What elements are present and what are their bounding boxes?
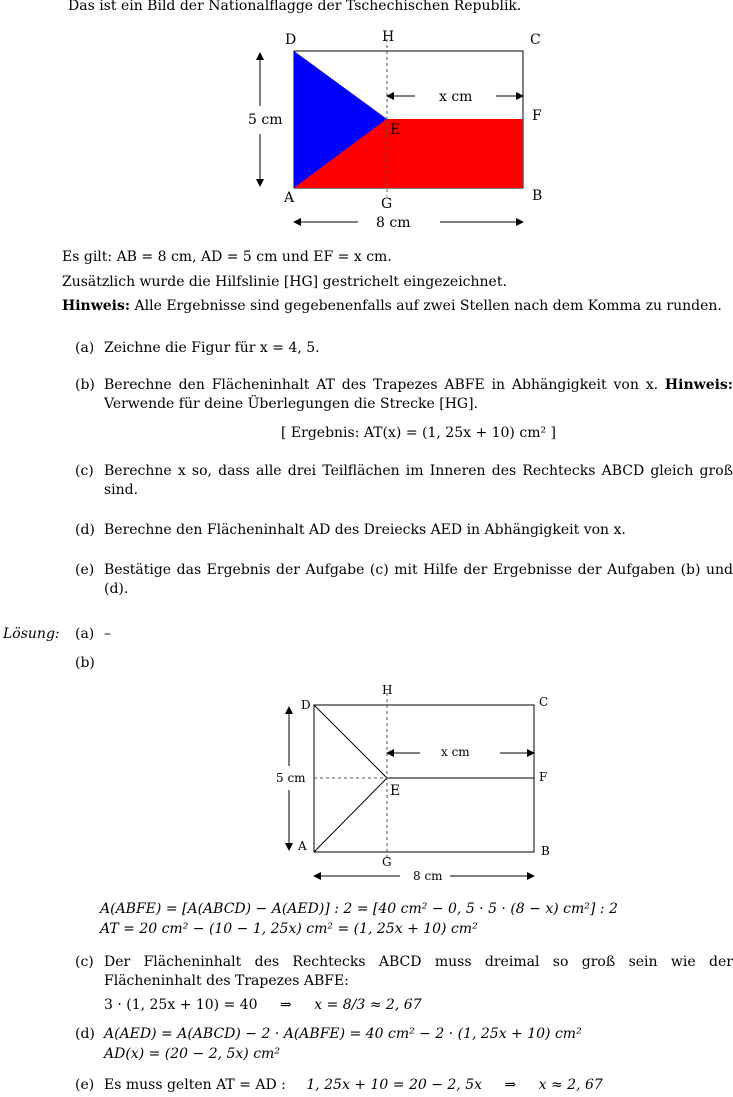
label-c: C [530, 32, 541, 48]
solution-b-label: (b) [75, 655, 95, 671]
hint-line [62, 297, 722, 316]
solution-figure [270, 678, 560, 888]
solution-c-label: (c) [75, 954, 94, 970]
task-c-label: (c) [75, 463, 94, 479]
hint-text: Alle Ergebnisse sind gegebenenfalls auf zwei Stellen nach dem Komma zu runden. [134, 298, 722, 314]
solution-d-label: (d) [75, 1026, 95, 1042]
task-a-text: Zeichne die Figur für x = 4, 5. [104, 340, 320, 356]
solution-a-text: – [104, 626, 111, 642]
task-c-text: Berechne x so, dass alle drei Teilflächen im Inneren des Rechtecks ABCD gleich groß sind. [104, 463, 733, 498]
task-a-label: (a) [75, 340, 95, 356]
task-b-result: [ Ergebnis: AT(x) = (1, 25x + 10) cm² ] [281, 425, 556, 441]
segment-ae [314, 778, 387, 852]
width-label-2: 8 cm [413, 869, 443, 883]
solution-c-equation: 3 · (1, 25x + 10) = 40 ⇒ x = 8/3 ≈ 2, 67 [104, 997, 422, 1013]
label-g: G [381, 196, 393, 212]
label2-a: A [298, 839, 307, 853]
width-label: 8 cm [376, 215, 411, 231]
height-label-2: 5 cm [276, 771, 306, 785]
intro-text: Das ist ein Bild der Nationalflagge der Tschechischen Republik. [68, 0, 522, 14]
solution-d-line-1: A(AED) = A(ABCD) − 2 · A(ABFE) = 40 cm² − 2 · (1, 25x + 10) cm² [104, 1026, 582, 1042]
label-h: H [382, 29, 395, 45]
solution-d-line-2: AD(x) = (20 − 2, 5x) cm² [104, 1046, 280, 1062]
label-e: E [390, 122, 401, 138]
solution-label: Lösung: [3, 626, 60, 642]
label2-b: B [541, 844, 550, 858]
task-b-text: Berechne den Flächeninhalt AT des Trapezes ABFE in Abhängigkeit von x. Hinweis: Verwende für deine Überlegungen die Strecke [HG]. [104, 377, 733, 412]
given-line-1: Es gilt: AB = 8 cm, AD = 5 cm und EF = x cm. [62, 249, 392, 265]
solution-e-label: (e) [75, 1077, 95, 1093]
label2-f: F [539, 770, 548, 784]
x-label: x cm [439, 89, 473, 105]
task-b-label: (b) [75, 377, 95, 393]
height-label: 5 cm [248, 112, 283, 128]
solution-b-line-1: A(ABFE) = [A(ABCD) − A(AED)] : 2 = [40 cm² − 0, 5 · 5 · (8 − x) cm²] : 2 [100, 901, 618, 917]
label-b: B [532, 188, 543, 204]
label-a: A [284, 190, 295, 206]
segment-de [314, 705, 387, 778]
solution-e-line: Es muss gelten AT = AD : 1, 25x + 10 = 20 − 2, 5x ⇒ x ≈ 2, 67 [104, 1077, 603, 1093]
solution-b-line-2: AT = 20 cm² − (10 − 1, 25x) cm² = (1, 25x + 10) cm² [100, 921, 478, 937]
task-d-label: (d) [75, 522, 95, 538]
label2-h: H [382, 683, 393, 697]
flag-figure [230, 26, 560, 236]
label2-e: E [390, 783, 401, 799]
task-e-label: (e) [75, 562, 95, 578]
label-f: F [532, 108, 542, 124]
label2-g: G [382, 855, 392, 869]
solution-a-label: (a) [75, 626, 95, 642]
x-label-2: x cm [441, 745, 470, 759]
solution-c-text: Der Flächeninhalt des Rechtecks ABCD muss dreimal so groß sein wie der Flächeninhalt des Trapezes ABFE: [104, 954, 733, 989]
hint-label: Hinweis: [62, 298, 131, 314]
task-e-text: Bestätige das Ergebnis der Aufgabe (c) mit Hilfe der Ergebnisse der Aufgaben (b) und (d). [104, 562, 733, 597]
given-line-2: Zusätzlich wurde die Hilfslinie [HG] gestrichelt eingezeichnet. [62, 274, 507, 290]
label2-d: D [301, 698, 311, 712]
task-d-text: Berechne den Flächeninhalt AD des Dreiecks AED in Abhängigkeit von x. [104, 522, 626, 538]
label2-c: C [539, 695, 549, 709]
label-d: D [285, 32, 297, 48]
